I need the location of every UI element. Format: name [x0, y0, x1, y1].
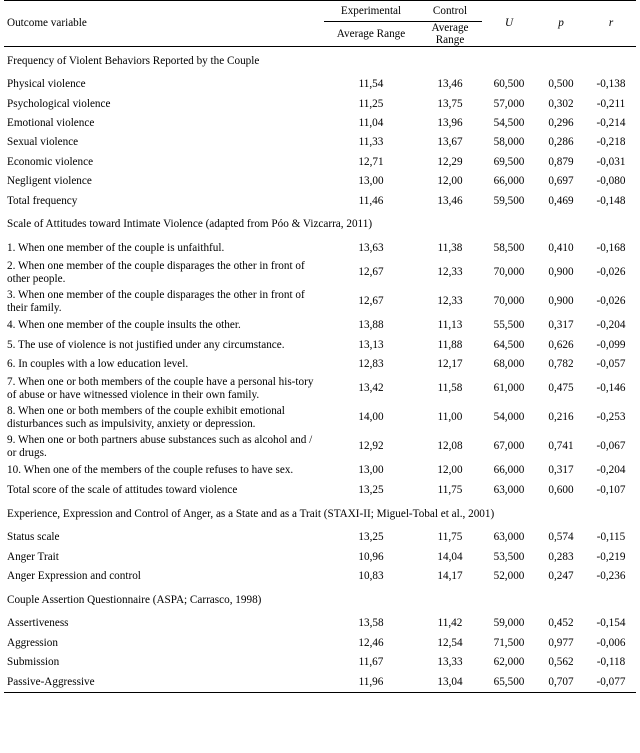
p-value: 0,626: [548, 338, 574, 351]
table-row: [4, 75, 636, 94]
p-value: 0,741: [548, 440, 574, 453]
table-row: [4, 316, 636, 335]
control-average-range-value: 12,54: [437, 636, 463, 649]
u-statistic-value: 70,000: [493, 295, 525, 308]
section-header-row: [4, 586, 636, 614]
section-title: Frequency of Violent Behaviors Reported by the Couple: [7, 54, 260, 67]
table-row: [4, 258, 636, 287]
table-row: [4, 114, 636, 133]
control-average-range-value: 13,96: [437, 116, 463, 129]
control-average-range-value: 13,33: [437, 656, 463, 669]
row-label: Aggression: [7, 636, 58, 649]
control-average-range-value: 11,00: [437, 411, 463, 424]
table-row: [4, 432, 636, 461]
experimental-average-range-value: 13,63: [358, 241, 384, 254]
row-label: 3. When one member of the couple disparages the other in front of their family.: [7, 288, 305, 314]
table-row: [4, 374, 636, 403]
row-label: Anger Trait: [7, 550, 59, 563]
control-average-range-value: 12,08: [437, 440, 463, 453]
p-value: 0,707: [536, 672, 586, 692]
effect-size-value: -0,168: [596, 241, 626, 254]
experimental-average-range-value: 12,67: [358, 295, 384, 308]
p-value: 0,452: [548, 617, 574, 630]
table-row: [4, 94, 636, 113]
p-value: 0,469: [548, 194, 574, 207]
control-average-range-value: 12,17: [437, 358, 463, 371]
control-average-range-value: 11,75: [437, 483, 463, 496]
row-label: Passive-Aggressive: [4, 672, 324, 692]
control-average-range-value: 11,88: [437, 338, 463, 351]
u-statistic-value: 70,000: [493, 266, 525, 279]
table-row: [4, 653, 636, 672]
experimental-average-range-value: 13,88: [358, 319, 384, 332]
control-average-range-value: 12,29: [437, 155, 463, 168]
table-row: [4, 336, 636, 355]
u-statistic-value: 59,000: [493, 617, 525, 630]
row-label: Status scale: [7, 531, 60, 544]
effect-size-value: -0,214: [596, 116, 626, 129]
p-value: 0,410: [548, 241, 574, 254]
control-average-range-header: Average Range: [418, 22, 482, 47]
p-value: 0,317: [548, 319, 574, 332]
experimental-average-range-value: 14,00: [358, 411, 384, 424]
u-statistic-value: 63,000: [493, 531, 525, 544]
u-statistic-value: 66,000: [493, 175, 525, 188]
table-row: [4, 461, 636, 480]
experimental-average-range-header: Average Range: [324, 22, 418, 47]
control-average-range-value: 14,04: [437, 550, 463, 563]
u-statistic-value: 65,500: [482, 672, 536, 692]
row-label: 4. When one member of the couple insults the other.: [7, 319, 241, 332]
effect-size-header: r: [586, 1, 636, 47]
control-average-range-value: 13,67: [437, 136, 463, 149]
row-label: Economic violence: [7, 155, 94, 168]
effect-size-value: -0,204: [596, 464, 626, 477]
row-label: Physical violence: [7, 78, 86, 91]
p-value: 0,574: [548, 531, 574, 544]
u-statistic-value: 63,000: [493, 483, 525, 496]
p-value: 0,697: [548, 175, 574, 188]
u-statistic-value: 58,000: [493, 136, 525, 149]
experimental-average-range-value: 11,96: [324, 672, 418, 692]
u-statistic-value: 52,000: [493, 570, 525, 583]
table-body: [4, 47, 636, 693]
effect-size-value: -0,236: [596, 570, 626, 583]
section-header-row: [4, 47, 636, 76]
section-title: Couple Assertion Questionnaire (ASPA; Carrasco, 1998): [7, 593, 262, 606]
control-average-range-value: 14,17: [437, 570, 463, 583]
table-row: [4, 172, 636, 191]
control-average-range-value: 13,46: [437, 78, 463, 91]
u-statistic-value: 60,500: [493, 78, 525, 91]
u-statistic-value: 54,000: [493, 411, 525, 424]
effect-size-value: -0,148: [596, 194, 626, 207]
effect-size-value: -0,026: [596, 295, 626, 308]
p-value: 0,475: [548, 382, 574, 395]
u-statistic-value: 71,500: [493, 636, 525, 649]
table-row: [4, 547, 636, 566]
effect-size-value: -0,219: [596, 550, 626, 563]
experimental-average-range-value: 13,00: [358, 175, 384, 188]
table-row: [4, 355, 636, 374]
experimental-average-range-value: 11,25: [358, 97, 384, 110]
u-statistic-value: 61,000: [493, 382, 525, 395]
effect-size-value: -0,107: [596, 483, 626, 496]
experimental-average-range-value: 13,58: [358, 617, 384, 630]
p-value: 0,286: [548, 136, 574, 149]
table-row: [4, 239, 636, 258]
control-average-range-value: 11,58: [437, 382, 463, 395]
p-value: 0,600: [548, 483, 574, 496]
section-header-row: [4, 211, 636, 239]
effect-size-value: -0,211: [596, 97, 626, 110]
row-label: Submission: [7, 656, 60, 669]
experimental-average-range-value: 13,00: [358, 464, 384, 477]
u-statistic-value: 66,000: [493, 464, 525, 477]
p-value: 0,317: [548, 464, 574, 477]
table-row: [4, 567, 636, 586]
u-statistic-value: 57,000: [493, 97, 525, 110]
p-value: 0,500: [548, 78, 574, 91]
row-label: Sexual violence: [7, 136, 79, 149]
row-label: 10. When one of the members of the couple refuses to have sex.: [7, 464, 294, 477]
p-value: 0,216: [548, 411, 574, 424]
control-average-range-value: 13,46: [437, 194, 463, 207]
effect-size-value: -0,099: [596, 338, 626, 351]
experimental-average-range-value: 12,46: [358, 636, 384, 649]
u-statistic-value: 62,000: [493, 656, 525, 669]
table-row: [4, 528, 636, 547]
table-row: [4, 287, 636, 316]
p-value: 0,302: [548, 97, 574, 110]
table-header: [4, 1, 636, 47]
table-row: [4, 191, 636, 210]
effect-size-value: -0,146: [596, 382, 626, 395]
row-label: Assertiveness: [7, 617, 69, 630]
control-average-range-value: 12,00: [437, 464, 463, 477]
effect-size-value: -0,026: [596, 266, 626, 279]
p-value: 0,283: [548, 550, 574, 563]
p-value: 0,977: [548, 636, 574, 649]
p-value-header: p: [536, 1, 586, 47]
experimental-average-range-value: 10,96: [358, 550, 384, 563]
experimental-average-range-value: 11,67: [358, 656, 384, 669]
experimental-average-range-value: 11,04: [358, 116, 384, 129]
row-label: Negligent violence: [7, 175, 92, 188]
effect-size-value: -0,218: [596, 136, 626, 149]
table-row: [4, 634, 636, 653]
control-average-range-value: 13,04: [418, 672, 482, 692]
row-label: Total score of the scale of attitudes toward violence: [7, 483, 238, 496]
row-label: 2. When one member of the couple disparages the other in front of other people.: [7, 259, 305, 285]
p-value: 0,879: [548, 155, 574, 168]
table-row: [4, 614, 636, 633]
effect-size-value: -0,077: [586, 672, 636, 692]
experimental-average-range-value: 12,67: [358, 266, 384, 279]
u-statistic-value: 69,500: [493, 155, 525, 168]
effect-size-value: -0,138: [596, 78, 626, 91]
p-value: 0,900: [548, 266, 574, 279]
effect-size-value: -0,031: [596, 155, 626, 168]
row-label: Total frequency: [7, 194, 78, 207]
experimental-average-range-value: 10,83: [358, 570, 384, 583]
effect-size-value: -0,080: [596, 175, 626, 188]
effect-size-value: -0,154: [596, 617, 626, 630]
row-label: Emotional violence: [7, 116, 95, 129]
control-average-range-value: 11,38: [437, 241, 463, 254]
p-value: 0,782: [548, 358, 574, 371]
control-average-range-value: 12,00: [437, 175, 463, 188]
experimental-group-header: Experimental: [324, 1, 418, 22]
row-label: 1. When one member of the couple is unfaithful.: [7, 241, 225, 254]
p-value: 0,247: [548, 570, 574, 583]
p-value: 0,562: [548, 656, 574, 669]
control-average-range-value: 11,75: [437, 531, 463, 544]
p-value: 0,900: [548, 295, 574, 308]
u-statistic-value: 67,000: [493, 440, 525, 453]
table-row: [4, 133, 636, 152]
experimental-average-range-value: 13,42: [358, 382, 384, 395]
u-statistic-value: 59,500: [493, 194, 525, 207]
row-label: 5. The use of violence is not justified under any circumstance.: [7, 338, 285, 351]
section-title: Scale of Attitudes toward Intimate Violence (adapted from Póo & Vizcarra, 2011): [7, 218, 373, 231]
experimental-average-range-value: 12,92: [358, 440, 384, 453]
table-row: [4, 481, 636, 500]
effect-size-value: -0,057: [596, 358, 626, 371]
section-title: Experience, Expression and Control of Anger, as a State and as a Trait (STAXI-II; Miguel-Tobal et al., 2001): [7, 507, 495, 520]
u-statistic-value: 68,000: [493, 358, 525, 371]
control-group-header: Control: [418, 1, 482, 22]
experimental-average-range-value: 12,83: [358, 358, 384, 371]
control-average-range-value: 11,13: [437, 319, 463, 332]
experimental-average-range-value: 11,54: [358, 78, 384, 91]
section-header-row: [4, 500, 636, 528]
row-label: Anger Expression and control: [7, 570, 141, 583]
u-statistic-value: 53,500: [493, 550, 525, 563]
row-label: 6. In couples with a low education level.: [7, 358, 189, 371]
table-row: [4, 403, 636, 432]
control-average-range-value: 12,33: [437, 266, 463, 279]
experimental-average-range-value: 11,46: [358, 194, 384, 207]
row-label: 9. When one or both partners abuse substances such as alcohol and / or drugs.: [7, 433, 313, 459]
experimental-average-range-value: 13,25: [358, 483, 384, 496]
experimental-average-range-value: 13,25: [358, 531, 384, 544]
effect-size-value: -0,067: [596, 440, 626, 453]
table-row: [4, 672, 636, 692]
effect-size-value: -0,204: [596, 319, 626, 332]
effect-size-value: -0,253: [596, 411, 626, 424]
control-average-range-value: 13,75: [437, 97, 463, 110]
experimental-average-range-value: 12,71: [358, 155, 384, 168]
results-table: [4, 0, 636, 693]
u-statistic-value: 54,500: [493, 116, 525, 129]
table-row: [4, 153, 636, 172]
u-statistic-value: 58,500: [493, 241, 525, 254]
control-average-range-value: 12,33: [437, 295, 463, 308]
experimental-average-range-value: 11,33: [358, 136, 384, 149]
effect-size-value: -0,115: [596, 531, 626, 544]
u-statistic-value: 55,500: [493, 319, 525, 332]
effect-size-value: -0,006: [596, 636, 626, 649]
row-label: 7. When one or both members of the couple have a personal his-tory of abuse or have witnessed violence in their own family.: [7, 375, 314, 401]
row-label: Psychological violence: [7, 97, 111, 110]
u-statistic-header: U: [482, 1, 536, 47]
p-value: 0,296: [548, 116, 574, 129]
row-label: 8. When one or both members of the couple exhibit emotional disturbances such as impulsivity, anxiety or depression.: [7, 404, 285, 430]
u-statistic-value: 64,500: [493, 338, 525, 351]
experimental-average-range-value: 13,13: [358, 338, 384, 351]
effect-size-value: -0,118: [596, 656, 626, 669]
outcome-variable-header: Outcome variable: [4, 1, 324, 47]
control-average-range-value: 11,42: [437, 617, 463, 630]
